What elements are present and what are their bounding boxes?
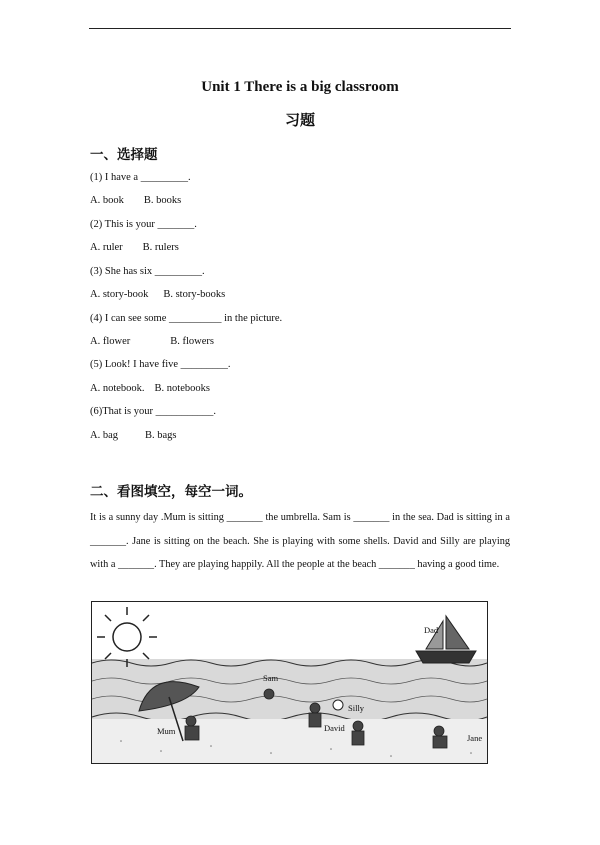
question-options (90, 242, 179, 253)
option-b: B. rulers (142, 242, 179, 253)
jane-figure (434, 726, 444, 736)
header-rule (89, 28, 511, 29)
question-options (90, 336, 214, 347)
question-stem: (6)That is your ___________. (90, 406, 216, 417)
sam-figure (264, 689, 274, 699)
question-stem: (3) She has six _________. (90, 266, 205, 277)
option-a: A. bag (90, 430, 118, 441)
option-a: A. story-book (90, 289, 149, 300)
section1-heading: 一、选择题 (90, 147, 158, 163)
option-b: B. notebooks (154, 383, 210, 394)
mum-figure (186, 716, 196, 726)
label-david: David (324, 723, 345, 733)
label-mum: Mum (157, 726, 176, 736)
option-a: A. book (90, 195, 124, 206)
option-b: B. story-books (163, 289, 226, 300)
option-a: A. flower (90, 336, 131, 347)
page-subtitle: 习题 (284, 111, 315, 129)
option-b: B. books (143, 195, 182, 206)
question-options (90, 430, 177, 441)
option-a: A. notebook. (90, 383, 145, 394)
question-options (90, 383, 210, 394)
question-stem: (2) This is your _______. (90, 219, 197, 230)
question-stem: (5) Look! I have five _________. (90, 359, 231, 370)
label-dad: Dad (424, 625, 439, 635)
page-title: Unit 1 There is a big classroom (201, 79, 399, 95)
question-options (90, 289, 225, 300)
section2-heading: 二、看图填空，每空一词。 (90, 484, 252, 500)
label-sam: Sam (263, 673, 279, 683)
question-stem: (4) I can see some __________ in the picture. (90, 313, 283, 324)
beach-picture (91, 601, 488, 764)
silly-figure (353, 721, 363, 731)
david-figure (310, 703, 320, 713)
question-stem: (1) I have a _________. (90, 172, 191, 183)
question-options (90, 195, 181, 206)
option-b: B. flowers (170, 336, 214, 347)
label-jane: Jane (467, 733, 483, 743)
label-silly: Silly (348, 703, 365, 713)
option-b: B. bags (145, 430, 177, 441)
cloze-paragraph: It is a sunny day .Mum is sitting _______ the umbrella. Sam is _______ in the sea. Dad is sitting in a _______. Jane is sitting on the beach. She is playing with some shells. David and Silly are playing with a _______. They are playing happily. All the people at the beach _______ having a good time. (90, 512, 510, 570)
option-a: A. ruler (90, 242, 123, 253)
ball-icon (333, 700, 343, 710)
